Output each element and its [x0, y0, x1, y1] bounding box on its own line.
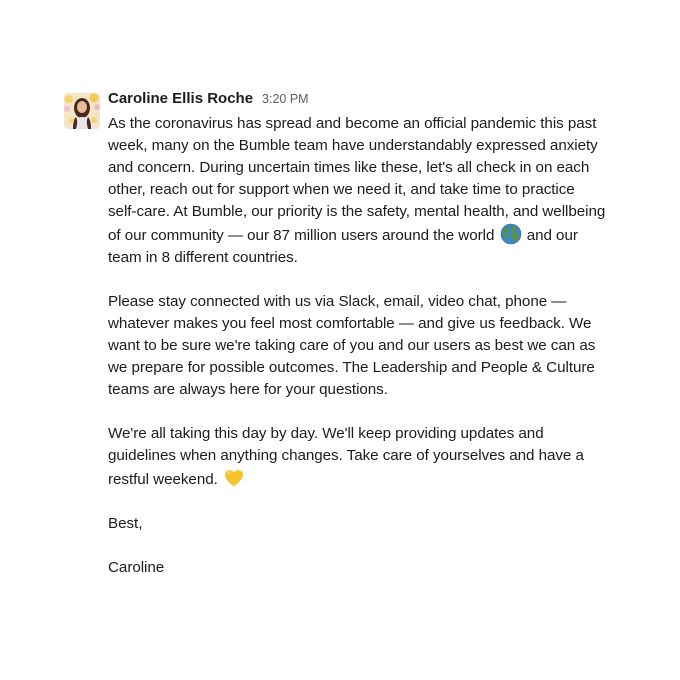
paragraph-gap — [108, 269, 624, 291]
body-text: of our community — our 87 million users around the world — [108, 227, 495, 244]
body-line: want to be sure we're taking care of you and our users as best we can as — [108, 337, 596, 354]
sender-name[interactable]: Caroline Ellis Roche — [108, 90, 254, 107]
body-line: Please stay connected with us via Slack, email, video chat, phone — — [108, 293, 567, 310]
body-line: we prepare for possible outcomes. The Leadership and People & Culture — [108, 359, 595, 376]
body-line — [108, 223, 624, 247]
closing-text: Best, — [108, 515, 143, 532]
body-line: week, many on the Bumble team have understandably expressed anxiety — [108, 137, 598, 154]
body-text: and our — [526, 227, 578, 244]
paragraph-gap — [108, 535, 624, 557]
yellow-heart-emoji-icon — [223, 467, 245, 489]
body-line: guidelines when anything changes. Take care of yourselves and have a — [108, 447, 584, 464]
message-header — [108, 90, 624, 112]
body-line: teams are always here for your questions. — [108, 381, 388, 398]
signature-text: Caroline — [108, 559, 165, 576]
paragraph-gap — [108, 401, 624, 423]
body-text: restful weekend. — [108, 471, 218, 488]
message-timestamp[interactable]: 3:20 PM — [262, 92, 309, 106]
body-line — [108, 467, 624, 491]
body-line: self-care. At Bumble, our priority is the safety, mental health, and wellbeing — [108, 203, 606, 220]
body-line: other, reach out for support when we need it, and take time to practice — [108, 181, 575, 198]
globe-emoji-icon — [500, 223, 522, 245]
paragraph-gap — [108, 491, 624, 513]
profile-photo-icon — [64, 93, 100, 129]
message-body — [108, 113, 624, 579]
message-content — [108, 90, 624, 579]
body-line: team in 8 different countries. — [108, 249, 298, 266]
body-line: and concern. During uncertain times like these, let's all check in on each — [108, 159, 590, 176]
body-line: We're all taking this day by day. We'll keep providing updates and — [108, 425, 544, 442]
body-line: As the coronavirus has spread and become an official pandemic this past — [108, 115, 597, 132]
body-line: whatever makes you feel most comfortable — and give us feedback. We — [108, 315, 592, 332]
avatar[interactable] — [64, 93, 100, 129]
